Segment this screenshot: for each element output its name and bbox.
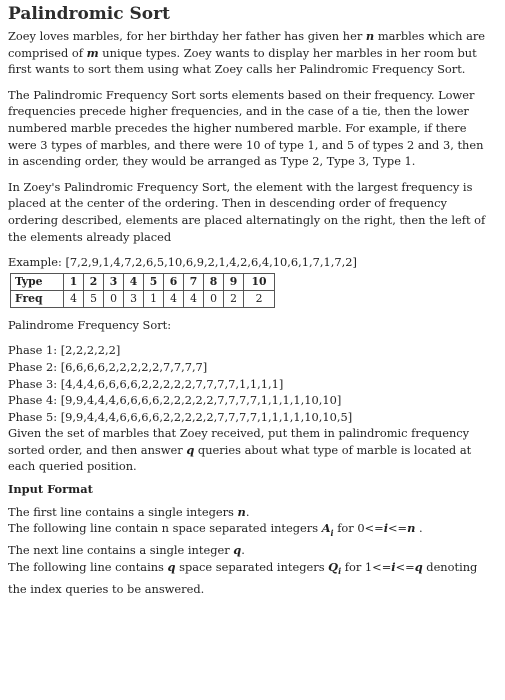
table-cell: 7 <box>184 273 204 290</box>
var-n: n <box>365 29 375 43</box>
var-m: m <box>86 45 99 60</box>
table-cell: 3 <box>104 273 124 290</box>
input-text: The following line contains <box>8 559 168 574</box>
given-text: Given the set of marbles that Zoey received, put them in palindromic frequency sorted order, and then answer <box>8 426 470 457</box>
input-line-2 <box>8 520 496 542</box>
frequency-sort-paragraph: The Palindromic Frequency Sort sorts elements based on their frequency. Lower frequencies precede higher frequencies, and in the case of a tie, then the lower numbered marble precedes the higher numbered marble. For example, if there were 3 types of marbles, and there were 10 of type 1, and 5 of types 2 and 3, then in ascending order, they would be arranged as Type 2, Type 3, Type 1. <box>8 87 484 169</box>
example-line: Example: [7,2,9,1,4,7,2,6,5,10,6,9,2,1,4,2,6,4,10,6,1,7,1,7,2] <box>8 255 357 270</box>
var-n: n <box>237 504 246 519</box>
var-subscript-i: i <box>338 566 342 576</box>
var-i: i <box>391 559 396 574</box>
input-text: . <box>241 543 245 558</box>
var-i: i <box>383 521 389 536</box>
palindromic-paragraph: In Zoey's Palindromic Frequency Sort, the element with the largest frequency is placed at the center of the ordering. Then in descending order of frequency ordering described, elements are placed alternatingly on the right, then the left of the elements already placed <box>8 179 486 244</box>
frequency-table <box>10 273 275 308</box>
input-text: for 0<= <box>333 521 384 536</box>
input-text: . <box>415 521 423 536</box>
table-cell: 2 <box>244 290 275 307</box>
phase-line: Phase 2: [6,6,6,6,2,2,2,2,2,7,7,7,7] <box>8 359 208 374</box>
input-text: <= <box>388 521 408 536</box>
table-row <box>11 273 275 290</box>
table-cell: 9 <box>224 273 244 290</box>
intro-text: marbles which are comprised of <box>8 29 486 60</box>
input-format-heading: Input Format <box>8 482 93 497</box>
var-a: A <box>321 521 331 536</box>
var-q: q <box>414 559 423 574</box>
page-title: Palindromic Sort <box>8 4 170 24</box>
pfs-label: Palindrome Frequency Sort: <box>8 317 172 332</box>
phase-line: Phase 3: [4,4,4,6,6,6,6,2,2,2,2,2,7,7,7,7,1,1,1,1] <box>8 376 284 391</box>
input-line-4 <box>8 559 496 597</box>
intro-text: unique types. Zoey wants to display her marbles in her room but first wants to sort them using what Zoey calls her Palindromic Frequency Sort. <box>8 45 477 77</box>
input-text: for 1<= <box>341 559 392 574</box>
input-text: The following line contain n space separated integers <box>8 521 322 536</box>
phase-line: Phase 4: [9,9,4,4,4,6,6,6,6,2,2,2,2,2,7,7,7,7,1,1,1,1,10,10] <box>8 393 342 408</box>
input-text: <= <box>395 559 415 574</box>
table-cell: 2 <box>224 290 244 307</box>
table-cell: 5 <box>144 273 164 290</box>
input-line-1 <box>8 504 496 521</box>
input-line-3 <box>8 542 496 559</box>
table-header-type: Type <box>11 273 64 290</box>
var-q: q <box>167 559 176 574</box>
input-text: The next line contains a single integer <box>8 543 234 558</box>
table-cell: 10 <box>244 273 275 290</box>
var-n: n <box>407 521 416 536</box>
given-paragraph <box>8 425 496 475</box>
table-cell: 4 <box>184 290 204 307</box>
table-cell: 0 <box>104 290 124 307</box>
phase-list <box>8 342 496 425</box>
table-cell: 1 <box>144 290 164 307</box>
table-cell: 4 <box>64 290 84 307</box>
phase-line: Phase 5: [9,9,4,4,4,6,6,6,6,2,2,2,2,2,7,7,7,7,1,1,1,1,10,10,5] <box>8 409 353 424</box>
table-header-freq: Freq <box>11 290 64 307</box>
intro-text: Zoey loves marbles, for her birthday her father has given her <box>8 29 366 43</box>
table-cell: 4 <box>124 273 144 290</box>
var-subscript-i: i <box>330 527 334 538</box>
given-text: queries about what type of marble is located at each queried position. <box>8 442 472 474</box>
table-cell: 4 <box>164 290 184 307</box>
input-text: space separated integers <box>175 559 329 574</box>
table-cell: 2 <box>84 273 104 290</box>
table-cell: 6 <box>164 273 184 290</box>
intro-paragraph <box>8 28 496 78</box>
table-row <box>11 290 275 307</box>
input-text: . <box>245 504 250 519</box>
phase-line: Phase 1: [2,2,2,2,2] <box>8 343 121 358</box>
input-text: The first line contains a single integers <box>8 504 238 519</box>
var-q-array: Q <box>328 559 339 574</box>
table-cell: 0 <box>204 290 224 307</box>
var-q: q <box>186 442 195 457</box>
table-cell: 8 <box>204 273 224 290</box>
table-cell: 3 <box>124 290 144 307</box>
table-cell: 1 <box>64 273 84 290</box>
input-text: denoting the index queries to be answered. <box>8 559 478 596</box>
table-cell: 5 <box>84 290 104 307</box>
var-q: q <box>233 543 242 558</box>
